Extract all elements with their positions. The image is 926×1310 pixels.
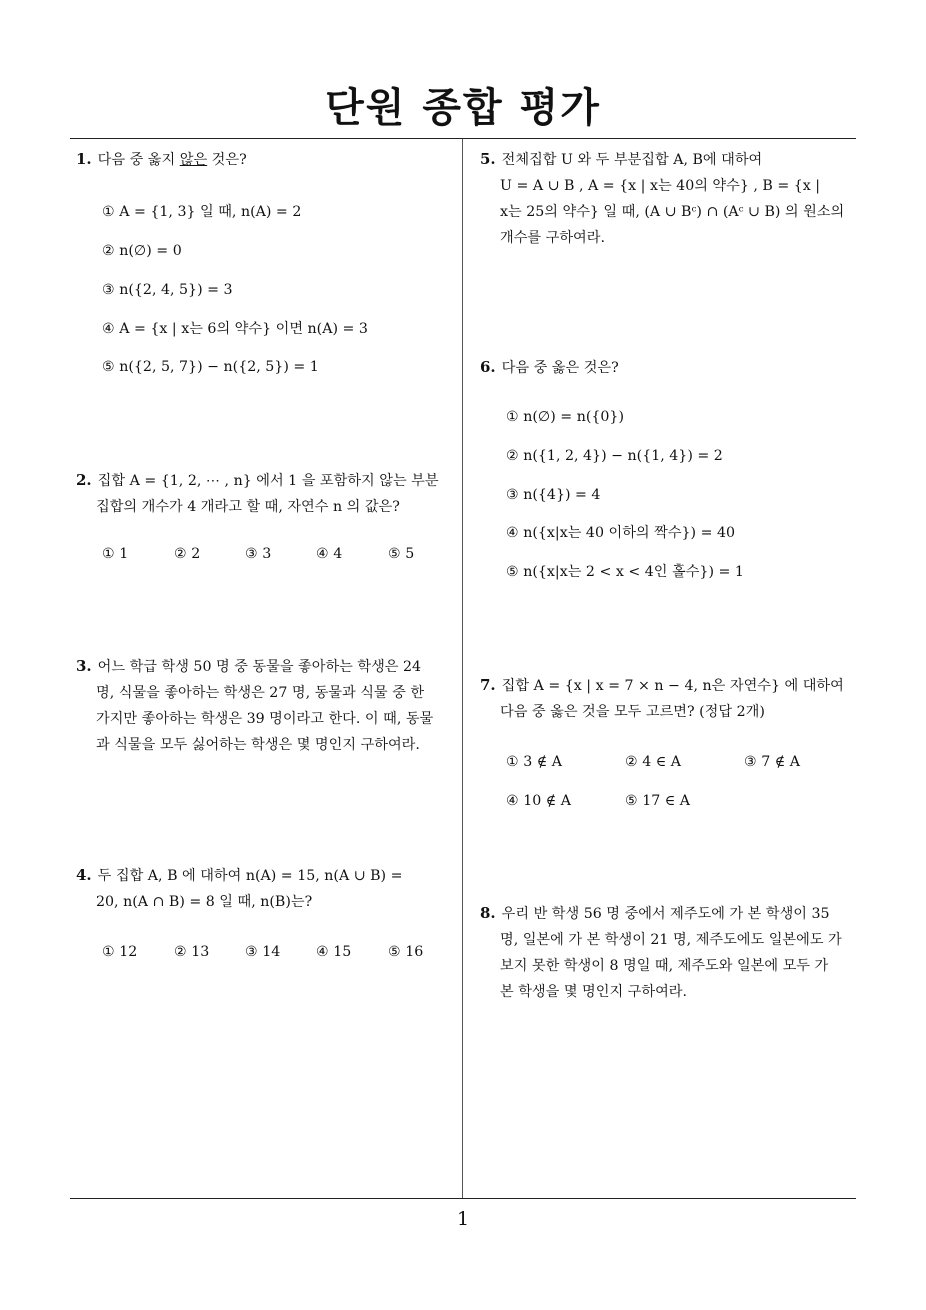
question-stem: 다음 중 옳지 않은 것은? xyxy=(97,152,247,168)
question-number: 3. xyxy=(76,657,92,675)
question-line: 집합 A = {1, 2, ⋯ , n} 에서 1 을 포함하지 않는 부분 xyxy=(97,473,439,489)
question-line: U = A ∪ B , A = {x | x는 40의 약수} , B = {x | xyxy=(500,178,821,194)
question-number: 8. xyxy=(480,904,496,922)
question-8 xyxy=(480,900,860,1005)
question-number: 1. xyxy=(76,150,92,168)
option-row xyxy=(102,544,452,564)
option-2: ② 13 xyxy=(174,944,210,960)
option-5: ⑤ n({2, 5, 7}) − n({2, 5}) = 1 xyxy=(102,359,319,375)
option-4: ④ 10 ∉ A xyxy=(506,793,572,809)
option-1: ① 12 xyxy=(102,944,138,960)
option-4: ④ A = {x | x는 6의 약수} 이면 n(A) = 3 xyxy=(102,321,368,337)
option-4: ④ 15 xyxy=(316,944,352,960)
question-number: 4. xyxy=(76,866,92,884)
question-line: 다음 중 옳은 것을 모두 고르면? (정답 2개) xyxy=(500,704,765,720)
question-5 xyxy=(480,146,860,251)
option-3: ③ 3 xyxy=(245,546,272,562)
option-row xyxy=(506,752,846,772)
question-line: 본 학생을 몇 명인지 구하여라. xyxy=(500,984,688,1000)
question-line: 두 집합 A, B 에 대하여 n(A) = 15, n(A ∪ B) = xyxy=(97,868,403,884)
question-number: 7. xyxy=(480,676,496,694)
question-number: 2. xyxy=(76,471,92,489)
question-line: x는 25의 약수} 일 때, (A ∪ Bᶜ) ∩ (Aᶜ ∪ B) 의 원소의 xyxy=(500,204,845,220)
page-number: 1 xyxy=(456,1208,470,1230)
question-stem: 다음 중 옳은 것은? xyxy=(501,360,619,376)
option-4: ④ 4 xyxy=(316,546,343,562)
bottom-rule xyxy=(70,1198,856,1199)
question-line: 집합 A = {x | x = 7 × n − 4, n은 자연수} 에 대하여 xyxy=(501,678,844,694)
option-3: ③ 14 xyxy=(245,944,281,960)
question-number: 5. xyxy=(480,150,496,168)
question-number: 6. xyxy=(480,358,496,376)
option-2: ② 2 xyxy=(174,546,201,562)
question-line: 보지 못한 학생이 8 명일 때, 제주도와 일본에 모두 가 xyxy=(500,958,829,974)
question-line: 전체집합 U 와 두 부분집합 A, B에 대하여 xyxy=(501,152,763,168)
question-3 xyxy=(76,653,460,758)
question-4 xyxy=(76,862,460,915)
option-4: ④ n({x|x는 40 이하의 짝수}) = 40 xyxy=(506,525,736,541)
question-line: 가지만 좋아하는 학생은 39 명이라고 한다. 이 때, 동물 xyxy=(96,711,434,727)
question-7 xyxy=(480,672,860,725)
option-2: ② 4 ∈ A xyxy=(625,754,682,770)
question-line: 명, 일본에 가 본 학생이 21 명, 제주도에도 일본에도 가 xyxy=(500,932,842,948)
question-line: 과 식물을 모두 싫어하는 학생은 몇 명인지 구하여라. xyxy=(96,737,420,753)
option-3: ③ 7 ∉ A xyxy=(744,754,801,770)
option-row xyxy=(102,942,452,962)
option-5: ⑤ 17 ∈ A xyxy=(625,793,691,809)
option-5: ⑤ 16 xyxy=(388,944,424,960)
option-row xyxy=(506,791,846,811)
question-line: 우리 반 학생 56 명 중에서 제주도에 가 본 학생이 35 xyxy=(501,906,830,922)
option-5: ⑤ 5 xyxy=(388,546,415,562)
question-1 xyxy=(76,146,456,173)
option-1: ① A = {1, 3} 일 때, n(A) = 2 xyxy=(102,204,302,220)
column-divider xyxy=(462,139,463,1198)
question-6 xyxy=(480,354,860,381)
option-1: ① 3 ∉ A xyxy=(506,754,563,770)
option-2: ② n(∅) = 0 xyxy=(102,243,182,259)
question-line: 20, n(A ∩ B) = 8 일 때, n(B)는? xyxy=(96,894,313,910)
page-title: 단원 종합 평가 xyxy=(325,85,601,131)
option-3: ③ n({2, 4, 5}) = 3 xyxy=(102,282,233,298)
question-line: 명, 식물을 좋아하는 학생은 27 명, 동물과 식물 중 한 xyxy=(96,685,425,701)
question-2 xyxy=(76,467,460,520)
option-1: ① 1 xyxy=(102,546,129,562)
question-line: 어느 학급 학생 50 명 중 동물을 좋아하는 학생은 24 xyxy=(97,659,422,675)
option-3: ③ n({4}) = 4 xyxy=(506,487,601,503)
option-1: ① n(∅) = n({0}) xyxy=(506,409,624,425)
option-2: ② n({1, 2, 4}) − n({1, 4}) = 2 xyxy=(506,448,723,464)
top-rule xyxy=(70,138,856,139)
option-5: ⑤ n({x|x는 2 < x < 4인 홀수}) = 1 xyxy=(506,564,744,580)
question-line: 개수를 구하여라. xyxy=(500,230,605,246)
question-line: 집합의 개수가 4 개라고 할 때, 자연수 n 의 값은? xyxy=(96,499,400,515)
